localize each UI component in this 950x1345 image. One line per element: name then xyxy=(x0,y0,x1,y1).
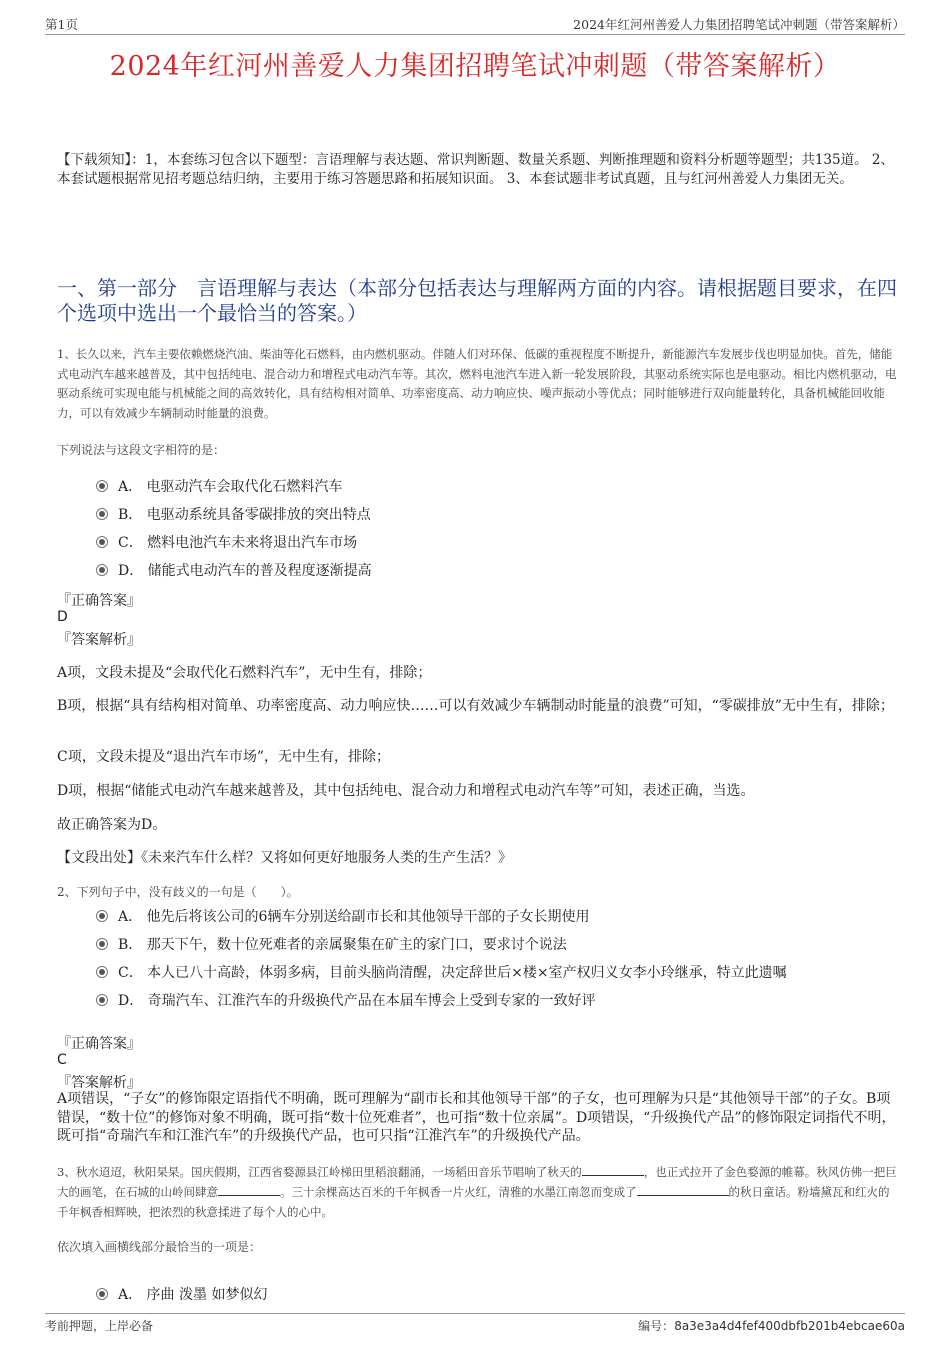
q3-blank-2 xyxy=(218,1183,280,1196)
option-label: B． 那天下午，数十位死难者的亲属聚集在矿主的家门口，要求讨个说法 xyxy=(118,937,567,953)
section-title: 一、第一部分 言语理解与表达（本部分包括表达与理解两方面的内容。请根据题目要求，在四个选项中选出一个最恰当的答案。） xyxy=(57,276,897,325)
q3-stem-part-3: 。三十余棵高达百米的千年枫香一片火红，清雅的水墨江南忽而变成了 xyxy=(280,1185,637,1199)
footer-slogan: 考前押题，上岸必备 xyxy=(45,1319,154,1333)
radio-icon[interactable] xyxy=(96,564,108,576)
footer-code xyxy=(638,1317,905,1334)
option-label: A． 他先后将该公司的6辆车分别送给副市长和其他领导干部的子女长期使用 xyxy=(118,909,590,925)
q1-analysis-d: D项，根据“储能式电动汽车越来越普及，其中包括纯电、混合动力和增程式电动汽车等”可知，表述正确，当选。 xyxy=(57,783,755,799)
q2-analysis-label: 『答案解析』 xyxy=(57,1075,141,1091)
option-label: A． 电驱动汽车会取代化石燃料汽车 xyxy=(118,479,343,495)
radio-icon[interactable] xyxy=(96,966,108,978)
footer-code-value: 8a3e3a4d4fef400dbfb201b4ebcae60a xyxy=(674,1319,905,1333)
radio-icon[interactable] xyxy=(96,480,108,492)
q1-analysis-c: C项，文段未提及“退出汽车市场”，无中生有，排除； xyxy=(57,749,391,765)
header-doc-title: 2024年红河州善爱人力集团招聘笔试冲刺题（带答案解析） xyxy=(573,17,905,32)
q2-answer: C xyxy=(57,1052,67,1068)
option-label: D． 储能式电动汽车的普及程度逐渐提高 xyxy=(118,563,372,579)
q3-stem-part-1: 3、秋水迢迢，秋阳杲杲。国庆假期，江西省婺源县江岭梯田里稻浪翻涌，一场稻田音乐节唱响了秋天的 xyxy=(57,1165,582,1179)
q1-analysis-conclusion: 故正确答案为D。 xyxy=(57,817,167,833)
radio-icon[interactable] xyxy=(96,508,108,520)
option-label: B． 电驱动系统具备零碳排放的突出特点 xyxy=(118,507,371,523)
q1-ask: 下列说法与这段文字相符的是： xyxy=(57,443,226,457)
q2-answer-label: 『正确答案』 xyxy=(57,1036,141,1052)
q2-analysis: A项错误，“子女”的修饰限定语指代不明确，既可理解为“副市长和其他领导干部”的子女，也可理解为只是“其他领导干部”的子女。B项错误，“数十位”的修饰对象不明确，既可指“数十位死难者”，也可指“数十位亲属”。D项错误，“升级换代产品”的修饰限定词指代不明，既可指“奇瑞汽车和江淮汽车”的升级换代产品，也可只指“江淮汽车”的升级换代产品。 xyxy=(57,1091,896,1144)
q3-stem xyxy=(57,1162,897,1222)
q3-stem-part-2: ，也正式拉开了金色婺源的帷幕。秋风仿佛一把巨大的画笔，在石城的山岭间肆意 xyxy=(57,1165,897,1199)
q1-stem: 1、长久以来，汽车主要依赖燃烧汽油、柴油等化石燃料，由内燃机驱动。伴随人们对环保、低碳的重视程度不断提升，新能源汽车发展步伐也明显加快。首先，储能式电动汽车越来越普及，其中包括纯电、混合动力和增程式电动汽车等。其次，燃料电池汽车进入新一轮发展阶段，其驱动系统实际也是电驱动。相比内燃机驱动，电驱动系统可实现电能与机械能之间的高效转化，具有结构相对简单、功率密度高、动力响应快、噪声振动小等优点；同时能够进行双向能量转化，具备机械能回收能力，可以有效减少车辆制动时能量的浪费。 xyxy=(57,347,897,420)
q2-stem: 2、下列句子中，没有歧义的一句是（ ）。 xyxy=(57,885,299,899)
q1-answer: D xyxy=(57,609,68,625)
document-title: 2024年红河州善爱人力集团招聘笔试冲刺题（带答案解析） xyxy=(109,51,841,82)
footer-code-label: 编号： xyxy=(638,1319,675,1333)
page-number: 第1页 xyxy=(45,17,78,32)
page-footer xyxy=(45,1313,905,1334)
q3-blank-1 xyxy=(582,1163,644,1176)
q1-analysis-a: A项，文段未提及“会取代化石燃料汽车”，无中生有，排除； xyxy=(57,665,432,681)
q3-stem-part-4: 的秋日童话。粉墙黛瓦和红火的千年枫香相辉映，把浓烈的秋意揉进了每个人的心中。 xyxy=(57,1185,890,1219)
radio-icon[interactable] xyxy=(96,994,108,1006)
q1-analysis-label: 『答案解析』 xyxy=(57,632,141,648)
radio-icon[interactable] xyxy=(96,536,108,548)
option-label: A． 序曲 泼墨 如梦似幻 xyxy=(118,1287,268,1303)
page-header xyxy=(45,12,905,35)
q3-ask: 依次填入画横线部分最恰当的一项是： xyxy=(57,1240,262,1254)
q1-source: 【文段出处】《未来汽车什么样？又将如何更好地服务人类的生产生活？》 xyxy=(57,850,512,866)
radio-icon[interactable] xyxy=(96,938,108,950)
download-notice: 【下载须知】：1，本套练习包含以下题型：言语理解与表达题、常识判断题、数量关系题、判断推理题和资料分析题等题型；共135道。 2、本套试题根据常见招考题总结归纳，主要用于练习答题思路和拓展知识面。 3、本套试题非考试真题，且与红河州善爱人力集团无关。 xyxy=(57,152,894,187)
radio-icon[interactable] xyxy=(96,1288,108,1300)
option-label: C． 本人已八十高龄，体弱多病，目前头脑尚清醒，决定辞世后×楼×室产权归义女李小玲继承，特立此遗嘱 xyxy=(118,965,787,981)
option-label: C． 燃料电池汽车未来将退出汽车市场 xyxy=(118,535,358,551)
option-label: D． 奇瑞汽车、江淮汽车的升级换代产品在本届车博会上受到专家的一致好评 xyxy=(118,993,596,1009)
q1-answer-label: 『正确答案』 xyxy=(57,593,141,609)
q3-blank-3 xyxy=(637,1183,729,1196)
radio-icon[interactable] xyxy=(96,910,108,922)
q1-analysis-b: B项，根据“具有结构相对简单、功率密度高、动力响应快……可以有效减少车辆制动时能量的浪费”可知，“零碳排放”无中生有，排除； xyxy=(57,698,894,714)
